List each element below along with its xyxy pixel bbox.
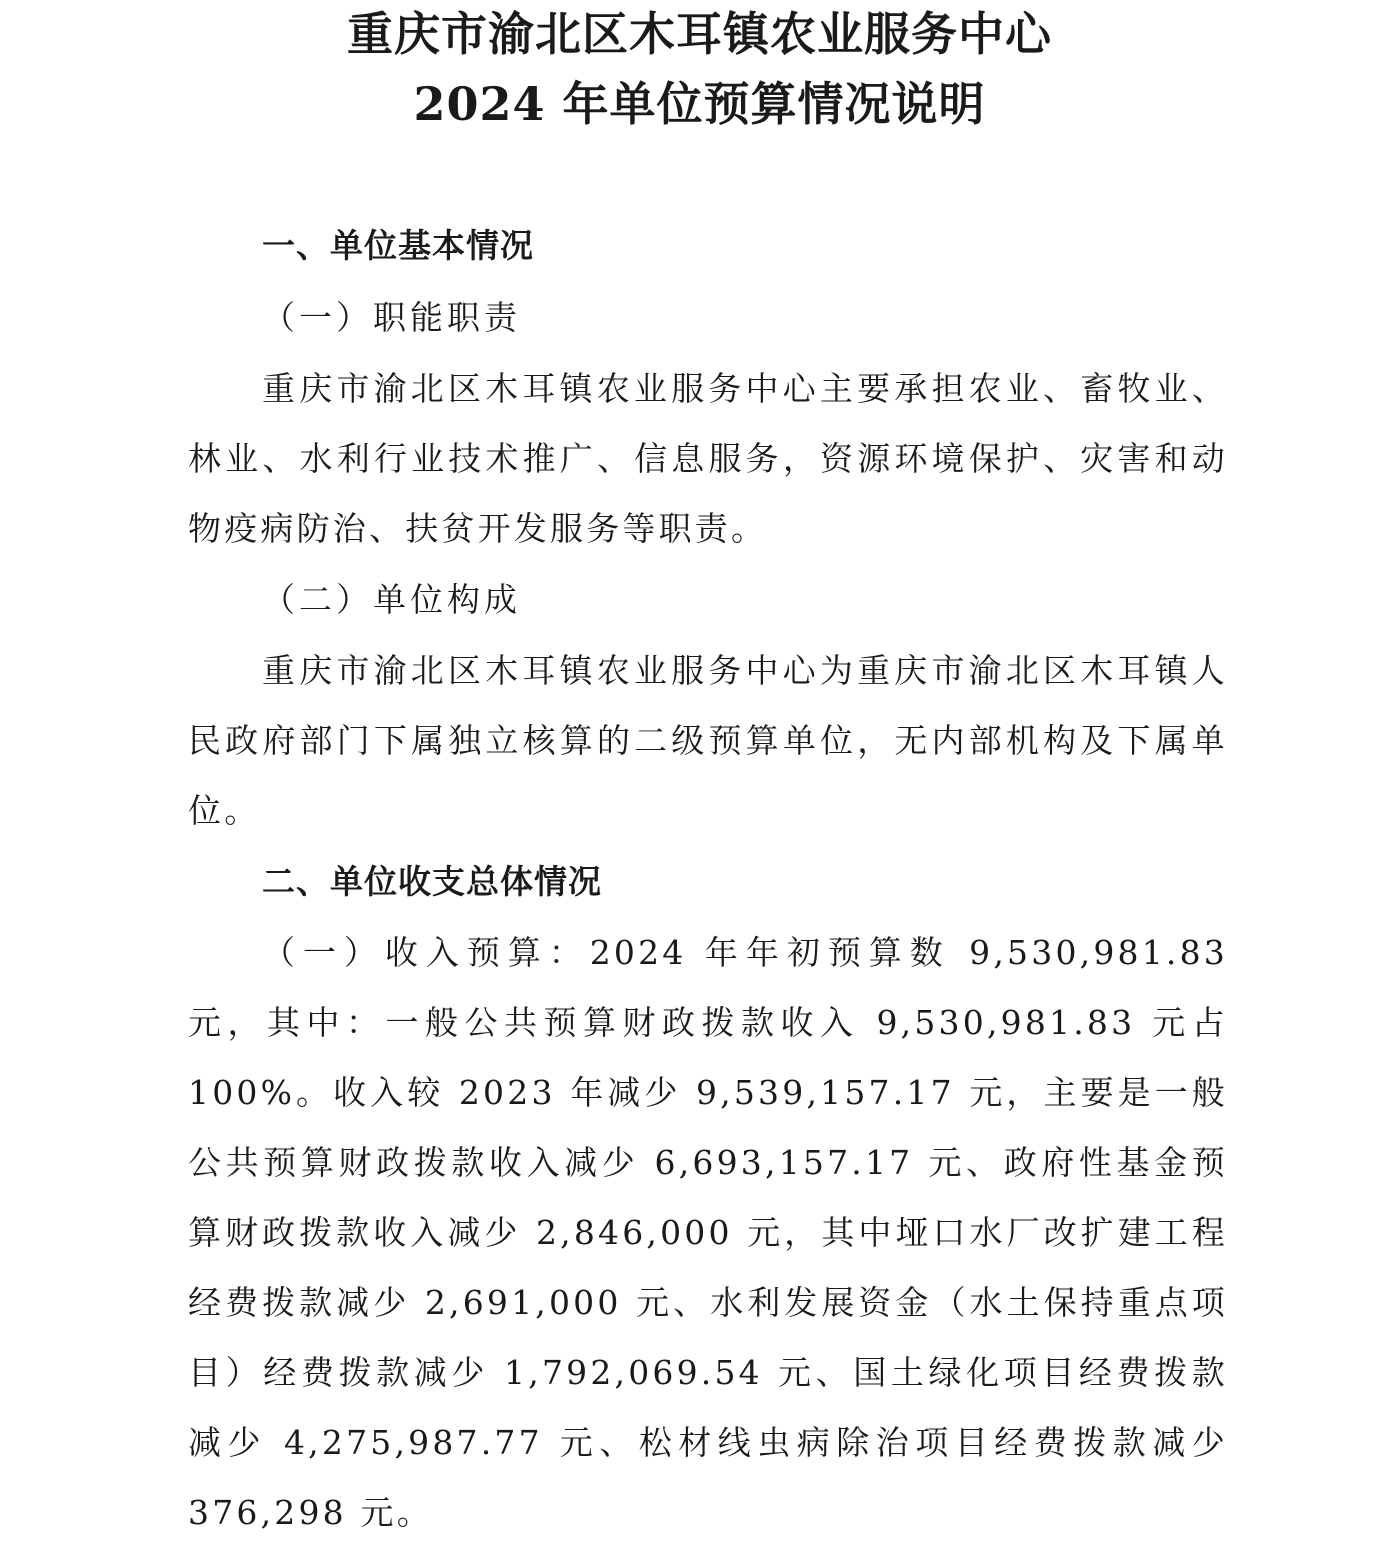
document-title-line-2: 2024 年单位预算情况说明 <box>413 77 986 131</box>
section-1-heading: 一、单位基本情况 <box>262 226 534 265</box>
composition-paragraph: 重庆市渝北区木耳镇农业服务中心为重庆市渝北区木耳镇人民政府部门下属独立核算的二级预算单位，无内部机构及下属单位。 <box>188 651 1228 830</box>
section-2-heading: 二、单位收支总体情况 <box>262 862 602 901</box>
document-title-line-1: 重庆市渝北区木耳镇农业服务中心 <box>347 7 1052 61</box>
functions-paragraph: 重庆市渝北区木耳镇农业服务中心主要承担农业、畜牧业、林业、水利行业技术推广、信息服务，资源环境保护、灾害和动物疫病防治、扶贫开发服务等职责。 <box>188 369 1228 548</box>
subsection-functions-heading: （一）职能职责 <box>262 298 521 337</box>
subsection-composition-heading: （二）单位构成 <box>262 580 521 619</box>
income-budget-paragraph: （一）收入预算：2024 年年初预算数 9,530,981.83 元，其中：一般公共预算财政拨款收入 9,530,981.83 元占 100%。收入较 2023 年减少 9,539,157.17 元，主要是一般公共预算财政拨款收入减少 6,693,157.17 元、政府性基金预算财政拨款收入减少 2,846,000 元，其中垭口水厂改扩建工程经费拨款减少 2,691,000 元、水利发展资金（水土保持重点项目）经费拨款减少 1,792,069.54 元、国土绿化项目经费拨款减少 4,275,987.77 元、松材线虫病除治项目经费拨款减少 376,298 元。 <box>188 933 1228 1532</box>
